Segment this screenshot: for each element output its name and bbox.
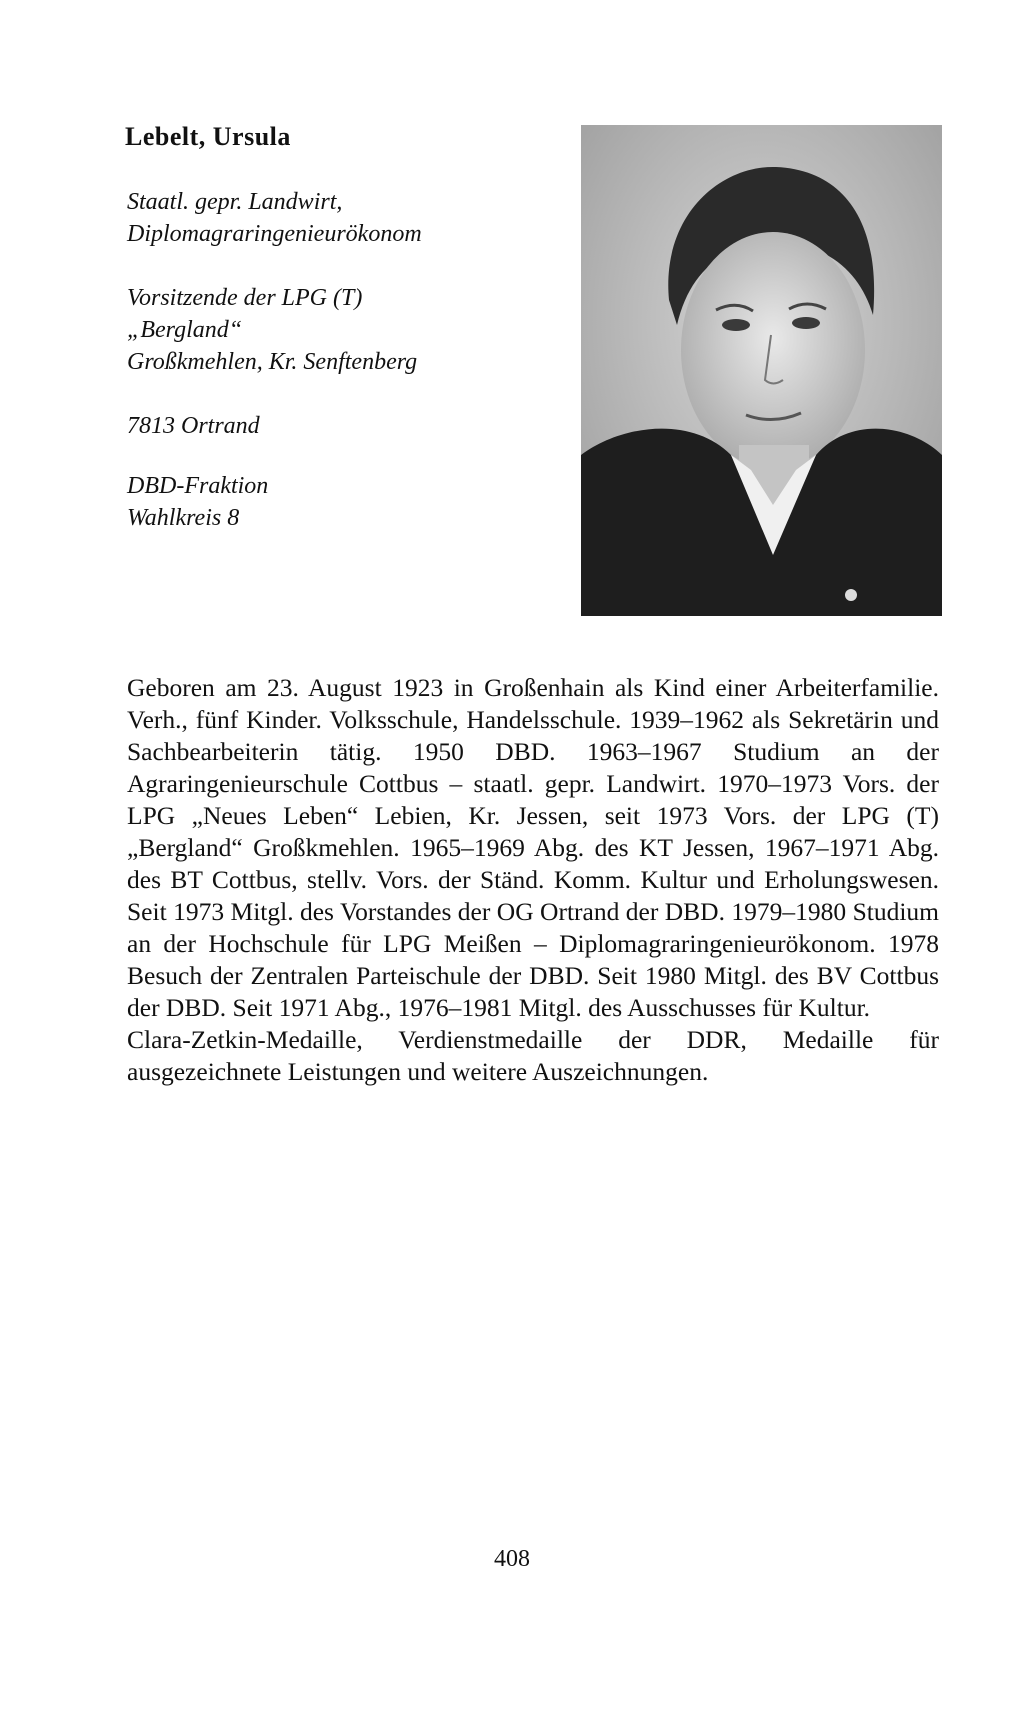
- biography-text: [127, 672, 939, 1088]
- address-line: 7813 Ortrand: [127, 413, 260, 439]
- constituency-line: Wahlkreis 8: [127, 505, 240, 531]
- position-line: „Bergland“: [127, 317, 243, 343]
- person-name: Lebelt, Ursula: [125, 122, 291, 151]
- biography-paragraph: Geboren am 23. August 1923 in Großenhain als Kind einer Arbeiterfamilie. Verh., fünf Kinder. Volksschule, Handelsschule. 1939–1962 als Sekretärin und Sachbearbeiterin tätig. 1950 DBD. 1963–1967 Studium an der Agraringenieurschule Cottbus – staatl. gepr. Landwirt. 1970–1973 Vors. der LPG „Neues Leben“ Lebien, Kr. Jessen, seit 1973 Vors. der LPG (T) „Bergland“ Großkmehlen. 1965–1969 Abg. des KT Jessen, 1967–1971 Abg. des BT Cottbus, stellv. Vors. der Ständ. Komm. Kultur und Erholungswesen. Seit 1973 Mitgl. des Vorstandes der OG Ortrand der DBD. 1979–1980 Studium an der Hochschule für LPG Meißen – Diplomagraringenieurökonom. 1978 Besuch der Zentralen Parteischule der DBD. Seit 1980 Mitgl. des BV Cottbus der DBD. Seit 1971 Abg., 1976–1981 Mitgl. des Ausschusses für Kultur.: [127, 673, 939, 1022]
- position-line: Großkmehlen, Kr. Senftenberg: [127, 349, 418, 375]
- position-block: [127, 282, 417, 378]
- awards-paragraph: Clara-Zetkin-Medaille, Verdienstmedaille der DDR, Medaille für ausgezeichnete Leistungen und weitere Auszeichnungen.: [127, 1025, 939, 1086]
- position-line: Vorsitzende der LPG (T): [127, 285, 363, 311]
- qualification-line: Staatl. gepr. Landwirt,: [127, 189, 343, 215]
- address-block: [127, 410, 260, 442]
- page-number: 408: [494, 1546, 530, 1572]
- qualification-line: Diplomagraringenieurökonom: [127, 221, 422, 247]
- faction-line: DBD-Fraktion: [127, 473, 269, 499]
- qualification-block: [127, 186, 422, 250]
- faction-block: [127, 470, 268, 534]
- portrait-photo: [581, 125, 942, 616]
